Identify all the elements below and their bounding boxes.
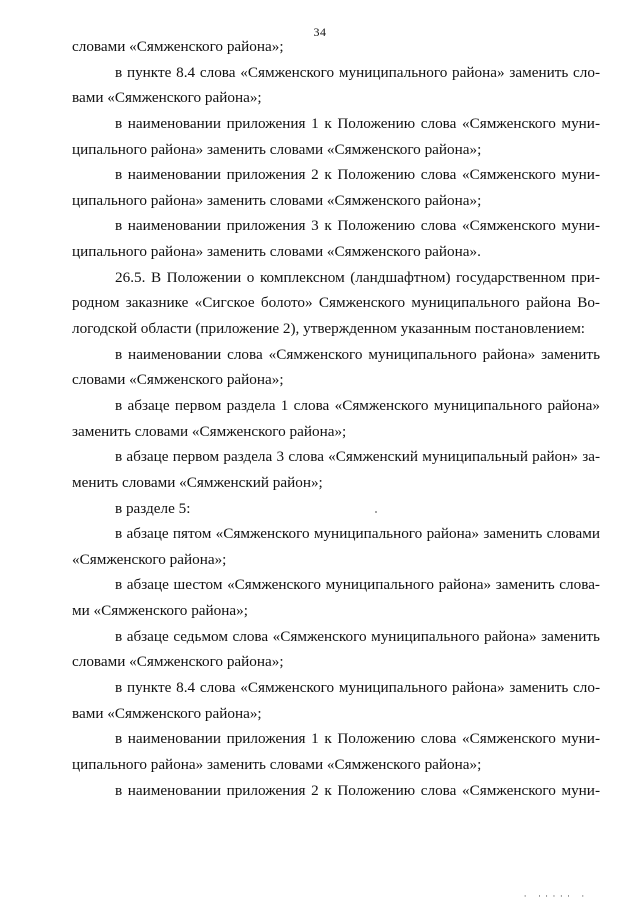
text-line: в разделе 5: [115, 499, 191, 517]
text-line: в абзаце шестом «Сямженского муниципального района» заменить слова- [115, 576, 600, 594]
text-line: ципального района» заменить словами «Сямженского района»; [72, 755, 482, 773]
text-line: в наименовании приложения 1 к Положению слова «Сямженского муни- [115, 114, 600, 132]
text-line: в наименовании слова «Сямженского муниципального района» заменить [115, 345, 600, 363]
text-line: логодской области (приложение 2), утвержденном указанным постановлением: [72, 320, 586, 338]
text-line: в абзаце пятом «Сямженского муниципального района» заменить словами [115, 525, 600, 543]
text-line: ми «Сямженского района»; [72, 602, 248, 620]
text-line: в наименовании приложения 2 к Положению слова «Сямженского муни- [115, 166, 600, 184]
text-line: в абзаце седьмом слова «Сямженского муниципального района» заменить [115, 627, 600, 645]
text-line: ципального района» заменить словами «Сямженского района»; [72, 191, 482, 209]
text-line: вами «Сямженского района»; [72, 89, 262, 107]
text-line: в пункте 8.4 слова «Сямженского муниципального района» заменить сло- [115, 679, 600, 697]
text-line: заменить словами «Сямженского района»; [72, 422, 347, 440]
text-line: ципального района» заменить словами «Сямженского района»; [72, 140, 482, 158]
text-line: в абзаце первом раздела 1 слова «Сямженского муниципального района» [115, 396, 600, 414]
text-line: родном заказнике «Сигское болото» Сямженского муниципального района Во- [72, 294, 600, 312]
text-line: вами «Сямженского района»; [72, 704, 262, 722]
scan-artifact-marks: ' ''''' ' [523, 894, 588, 902]
text-line: в пункте 8.4 слова «Сямженского муниципального района» заменить сло- [115, 63, 600, 81]
text-line: в абзаце первом раздела 3 слова «Сямженский муниципальный район» за- [115, 448, 600, 466]
text-line: менить словами «Сямженский район»; [72, 473, 323, 491]
text-line: «Сямженского района»; [72, 550, 227, 568]
text-line: в наименовании приложения 1 к Положению слова «Сямженского муни- [115, 730, 600, 748]
text-line: в наименовании приложения 2 к Положению слова «Сямженского муни- [115, 781, 600, 799]
document-body [72, 34, 600, 803]
text-line: в наименовании приложения 3 к Положению слова «Сямженского муни- [115, 217, 600, 235]
text-line: словами «Сямженского района»; [72, 653, 284, 671]
text-line: словами «Сямженского района»; [72, 371, 284, 389]
scan-speck [375, 511, 377, 513]
text-line: словами «Сямженского района»; [72, 38, 284, 55]
text-line: 26.5. В Положении о комплексном (ландшафтном) государственном при- [115, 268, 600, 286]
page-number: 34 [313, 25, 327, 39]
text-line: ципального района» заменить словами «Сямженского района». [72, 243, 481, 261]
